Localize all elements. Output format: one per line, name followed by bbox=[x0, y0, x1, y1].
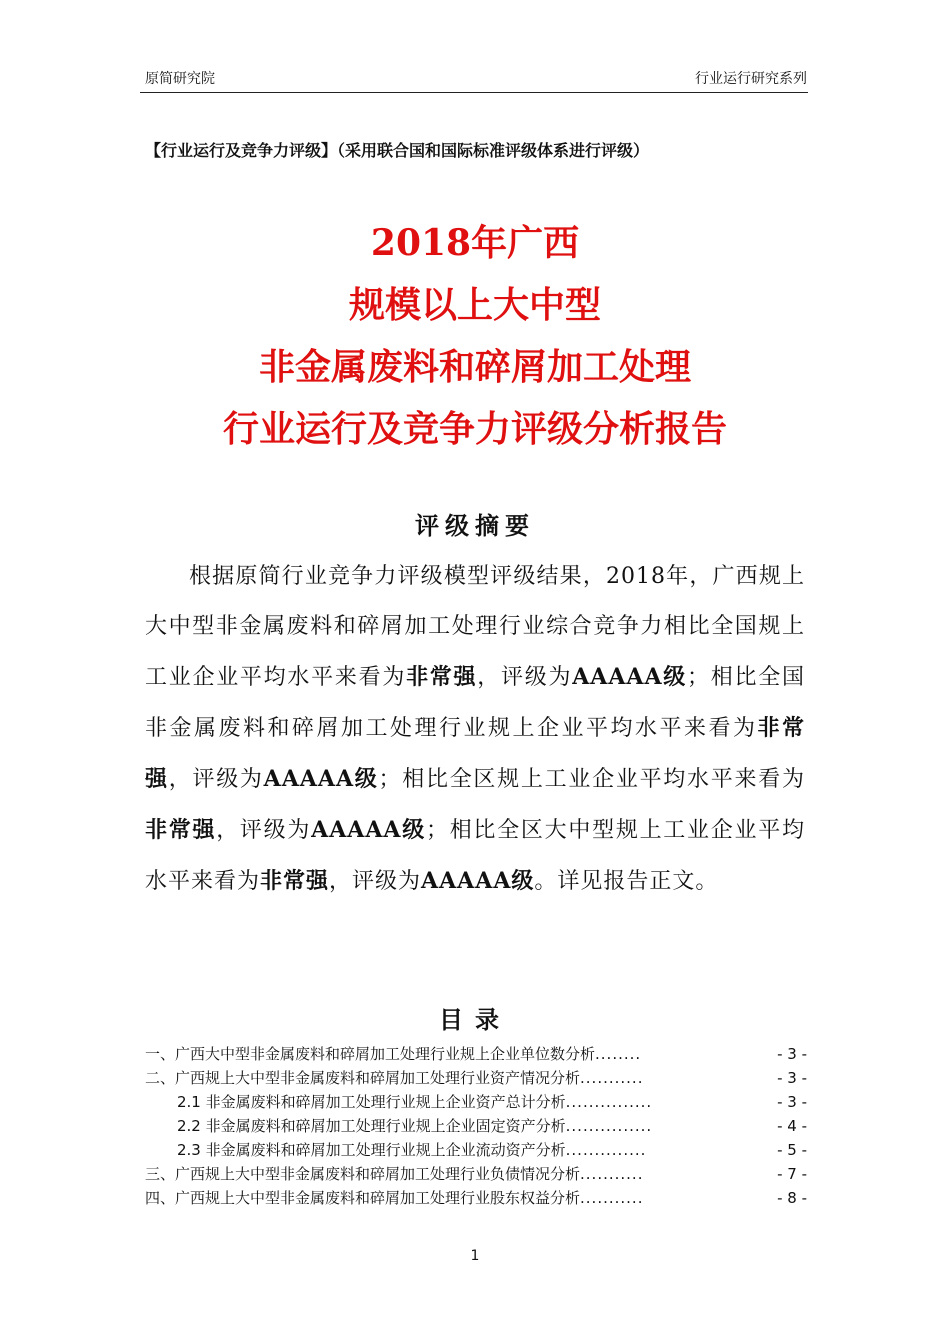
toc-item-page: - 4 - bbox=[777, 1117, 807, 1135]
title-line-2: 规模以上大中型 bbox=[348, 284, 601, 326]
rating-strength: 非常强 bbox=[260, 868, 330, 894]
report-tagline bbox=[145, 138, 649, 161]
toc-subitem[interactable] bbox=[145, 1138, 807, 1162]
toc-leader-dots: ........... bbox=[580, 1069, 644, 1087]
toc-item[interactable] bbox=[145, 1042, 807, 1066]
header-divider bbox=[140, 92, 808, 93]
summary-text: ；相比全区大中型规上工业企业平均水平来看为 bbox=[145, 818, 805, 894]
toc-leader-dots: ........ bbox=[595, 1045, 642, 1063]
toc-leader-dots: ............... bbox=[565, 1117, 653, 1135]
summary-text: ；相比全国非金属废料和碎屑加工处理行业规上企业平均水平来看为 bbox=[145, 665, 805, 741]
title-line-4: 行业运行及竞争力评级分析报告 bbox=[222, 408, 727, 450]
toc-item-page: - 5 - bbox=[777, 1141, 807, 1159]
header-org-name: 原简研究院 bbox=[145, 71, 215, 87]
rating-strength: 非常强 bbox=[145, 817, 217, 843]
rating-grade: AAAAA级 bbox=[311, 817, 426, 843]
summary-text: ，评级为 bbox=[477, 665, 573, 690]
summary-text: ，评级为 bbox=[329, 869, 422, 894]
summary-text: ；相比全区规上工业企业平均水平来看为 bbox=[378, 767, 805, 792]
toc-item-page: - 3 - bbox=[777, 1069, 807, 1087]
toc-item-label: 2.3 非金属废料和碎屑加工处理行业规上企业流动资产分析 bbox=[177, 1141, 566, 1159]
toc-subitem[interactable] bbox=[145, 1090, 807, 1114]
title-line-1: 2018年广西 bbox=[370, 222, 580, 264]
rating-grade: AAAAA级 bbox=[421, 868, 535, 894]
toc-item-page: - 3 - bbox=[777, 1093, 807, 1111]
tagline-rating-note: （采用联合国和国际标准评级体系进行评级） bbox=[337, 141, 650, 160]
report-title bbox=[0, 212, 950, 460]
title-line-3: 非金属废料和碎屑加工处理 bbox=[258, 346, 691, 388]
toc-leader-dots: ........... bbox=[580, 1189, 644, 1207]
tagline-rating-label: 【行业运行及竞争力评级】 bbox=[145, 141, 338, 160]
toc-item-page: - 8 - bbox=[777, 1189, 807, 1207]
summary-text: ，评级为 bbox=[168, 767, 264, 792]
toc-item-label: 四、广西规上大中型非金属废料和碎屑加工处理行业股东权益分析 bbox=[145, 1189, 581, 1207]
rating-strength: 非常强 bbox=[406, 664, 478, 690]
rating-grade: AAAAA级 bbox=[572, 664, 688, 690]
toc-leader-dots: .............. bbox=[565, 1141, 647, 1159]
toc-item[interactable] bbox=[145, 1066, 807, 1090]
toc-item-label: 二、广西规上大中型非金属废料和碎屑加工处理行业资产情况分析 bbox=[145, 1069, 581, 1087]
toc-item-label: 三、广西规上大中型非金属废料和碎屑加工处理行业负债情况分析 bbox=[145, 1165, 581, 1183]
summary-text: ，评级为 bbox=[216, 818, 312, 843]
toc-item-label: 一、广西大中型非金属废料和碎屑加工处理行业规上企业单位数分析 bbox=[145, 1045, 596, 1063]
toc-item[interactable] bbox=[145, 1162, 807, 1186]
summary-paragraph bbox=[145, 552, 805, 907]
summary-text: 根据原简行业竞争力评级模型评级结果，2018年，广西规上大中型非金属废料和碎屑加工处理行业综合竞争力相比全国规上工业企业平均水平来看为 bbox=[145, 564, 805, 690]
toc-leader-dots: ............... bbox=[565, 1093, 653, 1111]
summary-heading: 评级摘要 bbox=[415, 512, 535, 540]
rating-grade: AAAAA级 bbox=[263, 766, 379, 792]
toc-item[interactable] bbox=[145, 1186, 807, 1210]
toc-item-label: 2.1 非金属废料和碎屑加工处理行业规上企业资产总计分析 bbox=[177, 1093, 566, 1111]
toc-item-page: - 7 - bbox=[777, 1165, 807, 1183]
toc-item-label: 2.2 非金属废料和碎屑加工处理行业规上企业固定资产分析 bbox=[177, 1117, 566, 1135]
toc-subitem[interactable] bbox=[145, 1114, 807, 1138]
table-of-contents bbox=[145, 1042, 807, 1210]
page-number: 1 bbox=[470, 1248, 480, 1264]
rating-strength: 非常强 bbox=[145, 715, 805, 792]
toc-leader-dots: ........... bbox=[580, 1165, 644, 1183]
toc-heading: 目录 bbox=[439, 1006, 511, 1034]
summary-text: 。详见报告正文。 bbox=[534, 869, 719, 894]
header-series-name: 行业运行研究系列 bbox=[695, 71, 807, 87]
toc-item-page: - 3 - bbox=[777, 1045, 807, 1063]
